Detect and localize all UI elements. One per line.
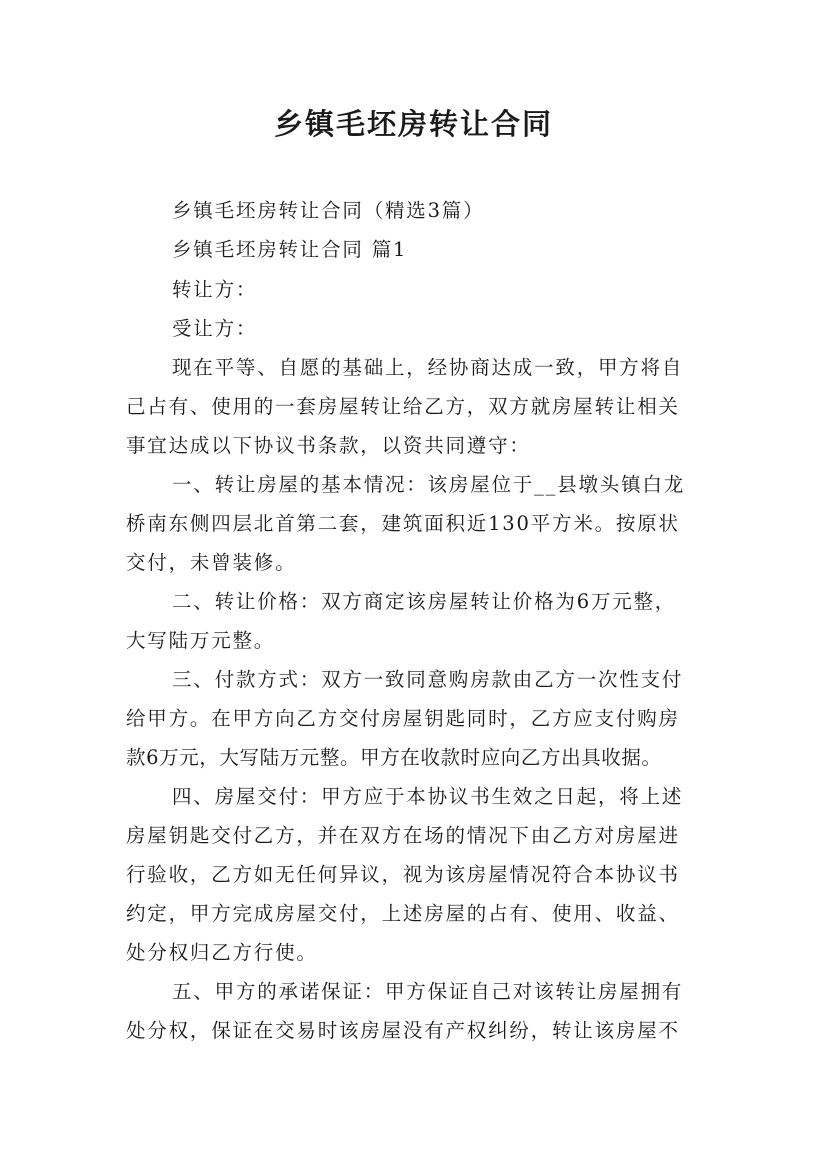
paragraph-line: 约定，甲方完成房屋交付，上述房屋的占有、使用、收益、 [126, 902, 680, 925]
paragraph-line: 给甲方。在甲方向乙方交付房屋钥匙同时，乙方应支付购房 [126, 707, 680, 730]
subtitle-line: 乡镇毛坯房转让合同（精选3篇） [172, 199, 485, 222]
paragraph-line: 行验收，乙方如无任何异议，视为该房屋情况符合本协议书 [126, 863, 680, 886]
paragraph-line: 处分权，保证在交易时该房屋没有产权纠纷，转让该房屋不 [126, 1019, 680, 1042]
paragraph-line: 处分权归乙方行使。 [126, 941, 318, 964]
paragraph-line: 三、付款方式：双方一致同意购房款由乙方一次性支付 [172, 668, 684, 691]
transferor-label: 转让方： [172, 278, 258, 301]
paragraph-line: 二、转让价格：双方商定该房屋转让价格为6万元整， [172, 590, 677, 613]
section-heading: 乡镇毛坯房转让合同 篇1 [172, 238, 408, 261]
paragraph-line: 桥南东侧四层北首第二套，建筑面积近130平方米。按原状 [126, 512, 680, 535]
paragraph-line: 款6万元，大写陆万元整。甲方在收款时应向乙方出具收据。 [126, 746, 662, 769]
paragraph-line: 大写陆万元整。 [126, 629, 276, 652]
paragraph-line: 交付，未曾装修。 [126, 551, 297, 574]
paragraph-line: 现在平等、自愿的基础上，经协商达成一致，甲方将自 [172, 356, 684, 379]
paragraph-line: 己占有、使用的一套房屋转让给乙方，双方就房屋转让相关 [126, 395, 680, 418]
transferee-label: 受让方： [172, 317, 258, 340]
paragraph-line: 一、转让房屋的基本情况：该房屋位于__县墩头镇白龙 [172, 473, 685, 496]
paragraph-line: 事宜达成以下协议书条款，以资共同遵守： [126, 434, 531, 457]
paragraph-line: 四、房屋交付：甲方应于本协议书生效之日起，将上述 [172, 785, 684, 808]
paragraph-line: 五、甲方的承诺保证：甲方保证自己对该转让房屋拥有 [172, 980, 684, 1003]
document-title: 乡镇毛坯房转让合同 [273, 107, 553, 141]
paragraph-line: 房屋钥匙交付乙方，并在双方在场的情况下由乙方对房屋进 [126, 824, 680, 847]
